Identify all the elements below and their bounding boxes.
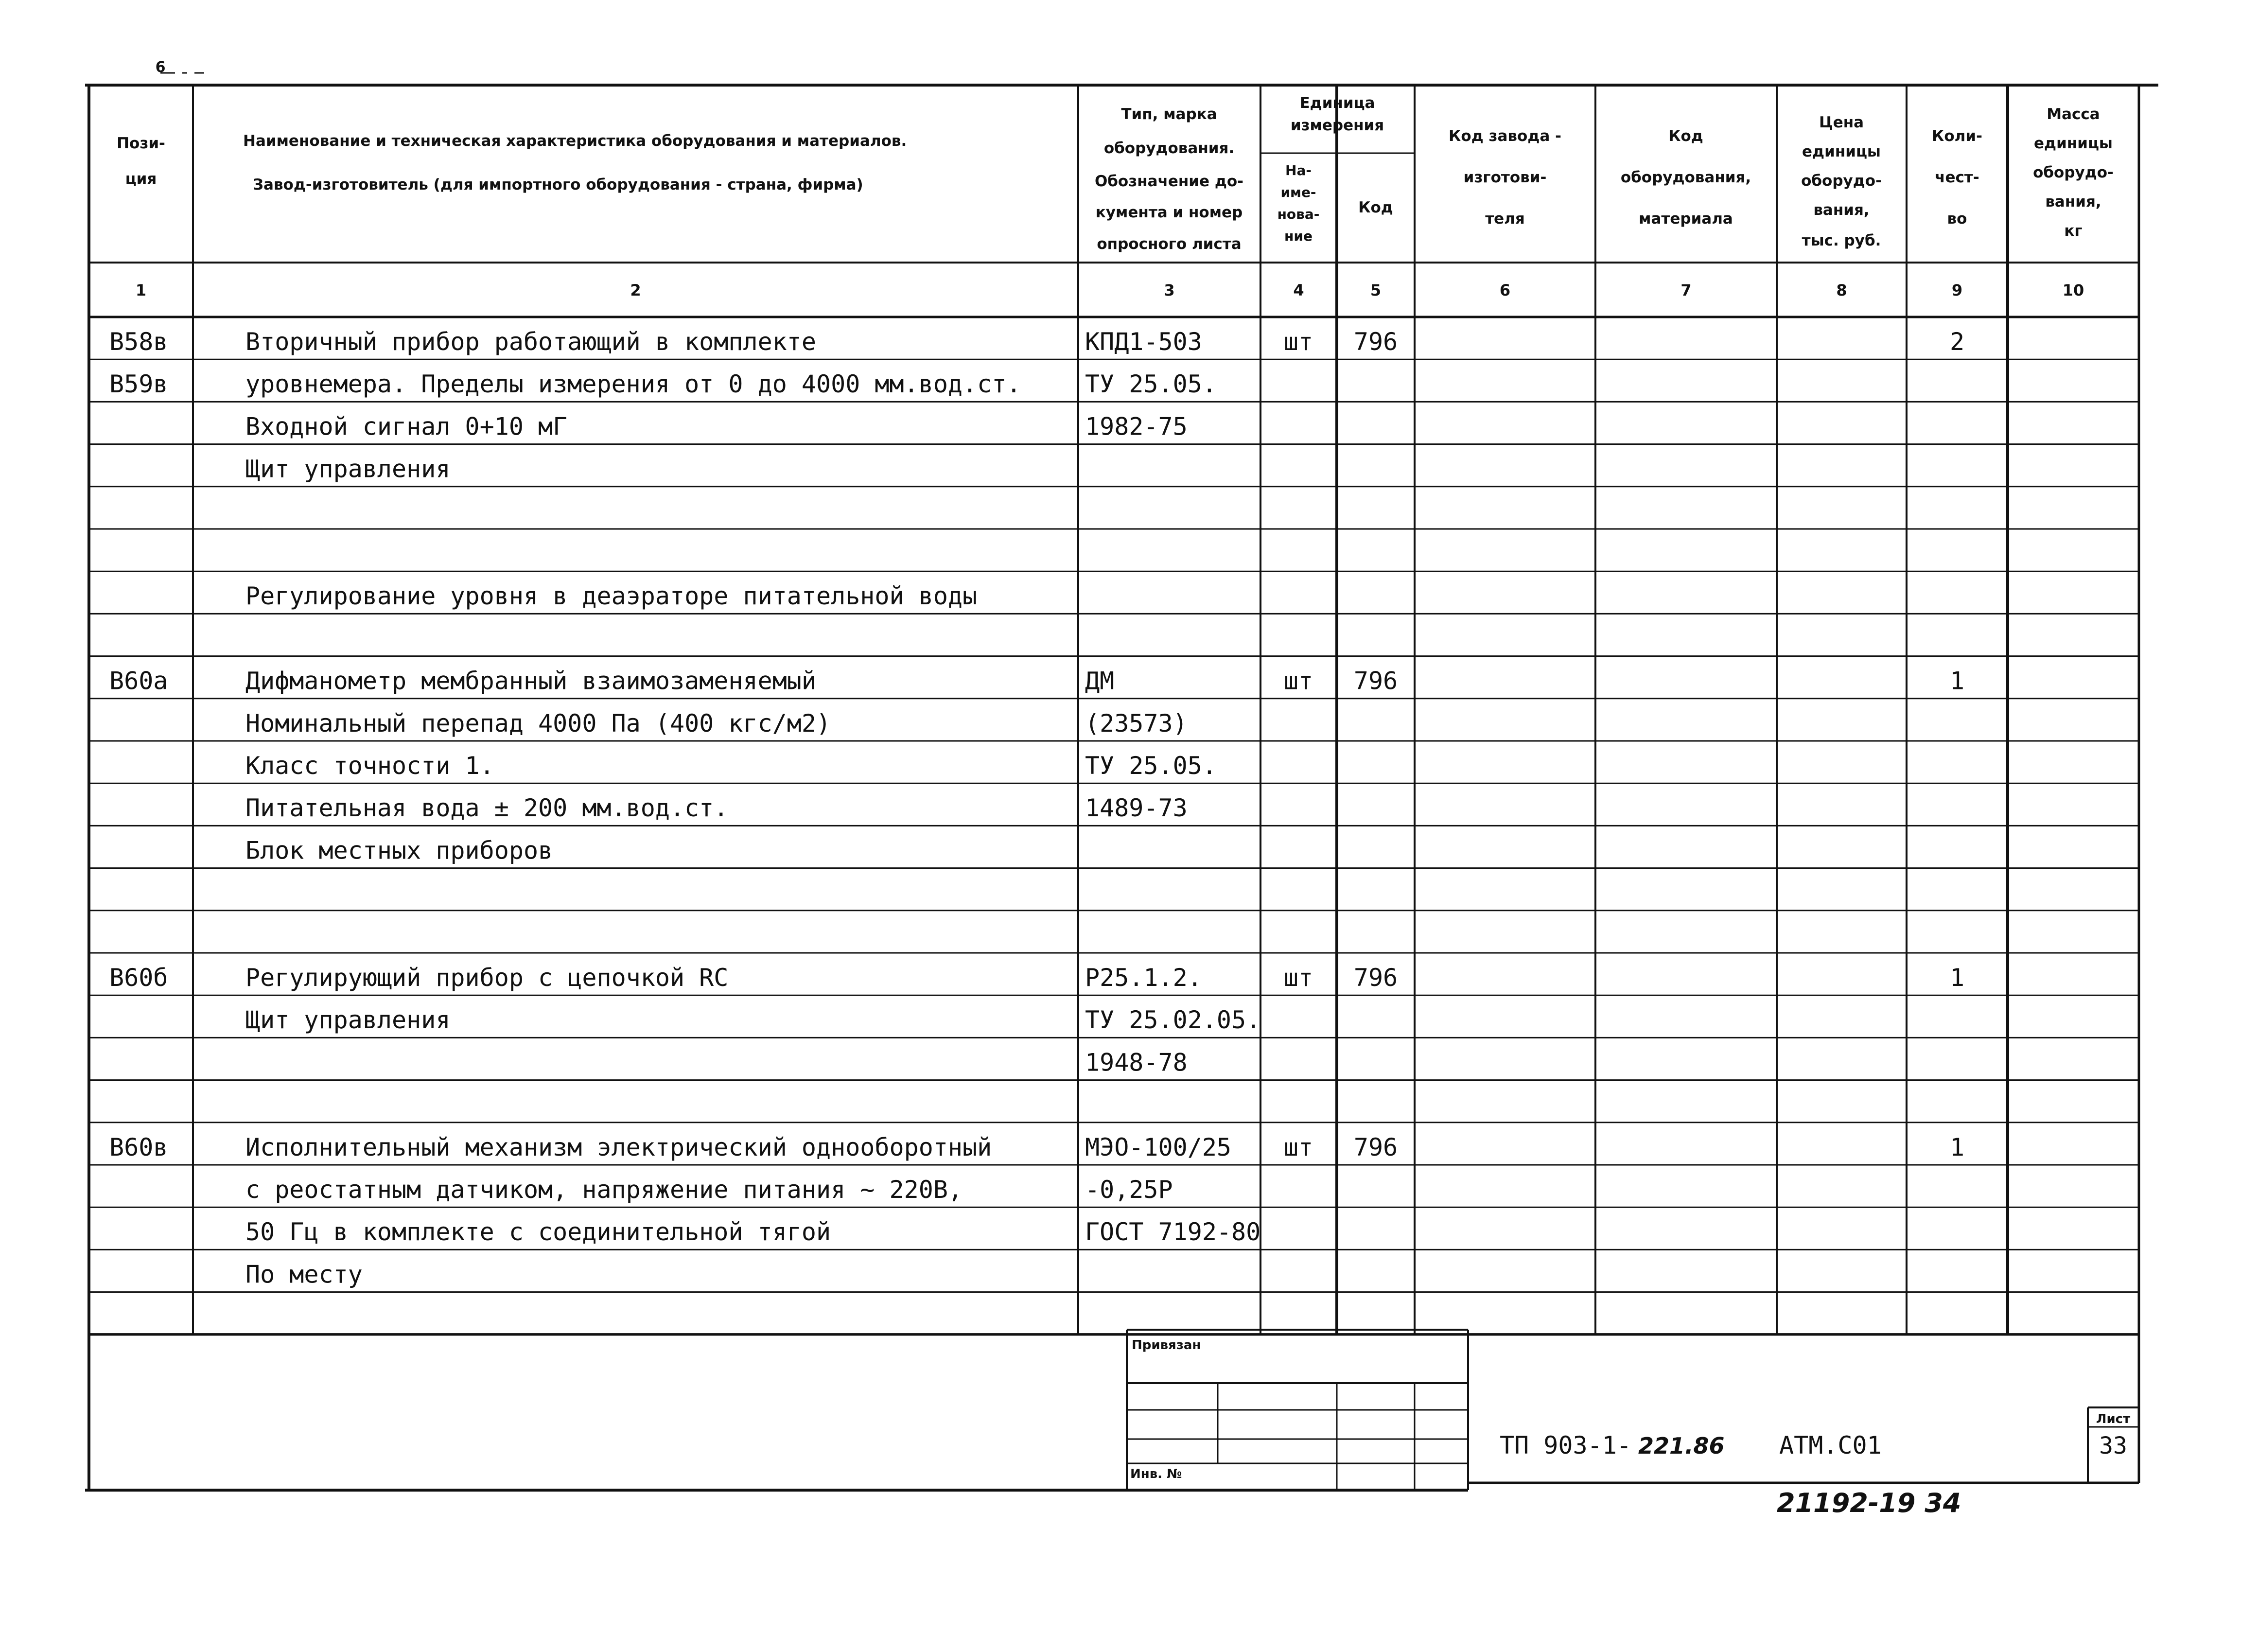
description-cell: Класс точности 1. xyxy=(245,752,494,780)
column-number-5: 5 xyxy=(1370,281,1382,299)
header-equipment-code: оборудования, xyxy=(1620,169,1751,186)
header-mass: оборудо- xyxy=(2033,164,2114,181)
table-grid xyxy=(85,73,2158,1490)
header-quantity: Коли- xyxy=(1932,127,1982,145)
type-cell: 1948-78 xyxy=(1085,1048,1188,1077)
position-cell: В60б xyxy=(109,964,168,992)
description-cell: Вторичный прибор работающий в комплекте xyxy=(245,328,816,356)
type-cell: МЭО-100/25 xyxy=(1085,1133,1232,1161)
column-number-9: 9 xyxy=(1951,281,1963,299)
type-cell: 1982-75 xyxy=(1085,412,1188,441)
header-position: Пози- xyxy=(117,135,165,152)
attached-label: Привязан xyxy=(1132,1338,1201,1353)
description-cell: Регулирование уровня в деаэраторе питательной воды xyxy=(245,582,978,611)
header-unit-name: име- xyxy=(1280,184,1316,200)
header-equipment-code: Код xyxy=(1668,127,1703,145)
inventory-label: Инв. № xyxy=(1130,1467,1182,1481)
header-type: опросного листа xyxy=(1097,235,1242,253)
unit-code-cell: 796 xyxy=(1353,328,1398,356)
header-manufacturer-code: Код завода - xyxy=(1449,127,1561,145)
header-name: Завод-изготовитель (для импортного оборудования - страна, фирма) xyxy=(253,176,863,193)
column-number-7: 7 xyxy=(1680,281,1692,299)
header-unit-name: На- xyxy=(1285,162,1312,178)
header-price: Цена xyxy=(1819,114,1864,131)
header-price: вания, xyxy=(1813,201,1870,219)
quantity-cell: 2 xyxy=(1949,328,1965,356)
header-unit: Единица xyxy=(1299,94,1375,112)
description-cell: с реостатным датчиком, напряжение питания ~ 220В, xyxy=(245,1176,963,1204)
header-mass: вания, xyxy=(2045,193,2101,211)
header-type: оборудования. xyxy=(1103,140,1235,157)
sheet-label: Лист xyxy=(2096,1412,2131,1426)
position-cell: В60в xyxy=(109,1133,168,1161)
header-quantity: чест- xyxy=(1935,169,1979,186)
header-unit: измерения xyxy=(1290,117,1384,134)
type-cell: ДМ xyxy=(1085,667,1115,695)
type-cell: -0,25Р xyxy=(1085,1176,1173,1204)
description-cell: Блок местных приборов xyxy=(245,836,553,865)
unit-cell: шт xyxy=(1283,667,1313,695)
description-cell: уровнемера. Пределы измерения от 0 до 4000 мм.вод.ст. xyxy=(245,370,1021,399)
position-cell: В60а xyxy=(109,667,168,695)
header-mass: кг xyxy=(2064,222,2083,240)
header-mass: Масса xyxy=(2047,105,2100,123)
quantity-cell: 1 xyxy=(1949,964,1965,992)
type-cell: ГОСТ 7192-80 xyxy=(1085,1218,1261,1247)
column-number-6: 6 xyxy=(1499,281,1511,299)
quantity-cell: 1 xyxy=(1949,667,1965,695)
header-mass: единицы xyxy=(2034,135,2113,152)
header-unit-name: нова- xyxy=(1277,206,1320,222)
header-name: Наименование и техническая характеристика оборудования и материалов. xyxy=(243,132,907,150)
header-price: тыс. руб. xyxy=(1802,232,1881,249)
document-number-handwritten: 221.86 xyxy=(1638,1433,1725,1459)
position-cell: В59в xyxy=(109,370,168,399)
unit-cell: шт xyxy=(1283,964,1313,992)
description-cell: Щит управления xyxy=(245,455,451,483)
unit-code-cell: 796 xyxy=(1353,667,1398,695)
header-unit-name: ние xyxy=(1284,228,1313,244)
header-type: кумента и номер xyxy=(1095,204,1243,221)
type-cell: ТУ 25.05. xyxy=(1085,752,1217,780)
description-cell: По месту xyxy=(245,1260,363,1289)
unit-cell: шт xyxy=(1283,1133,1313,1161)
description-cell: 50 Гц в комплекте с соединительной тягой xyxy=(245,1218,831,1247)
description-cell: Щит управления xyxy=(245,1006,451,1035)
sheet-number: 33 xyxy=(2099,1432,2127,1459)
type-cell: ТУ 25.05. xyxy=(1085,370,1217,399)
type-cell: Р25.1.2. xyxy=(1085,964,1202,992)
quantity-cell: 1 xyxy=(1949,1133,1965,1161)
archive-number: 21192-19 34 xyxy=(1777,1488,1961,1518)
page-mark: 6 xyxy=(155,59,166,76)
header-equipment-code: материала xyxy=(1639,210,1733,228)
type-cell: ТУ 25.02.05. xyxy=(1085,1006,1261,1035)
column-number-8: 8 xyxy=(1836,281,1847,299)
header-quantity: во xyxy=(1947,210,1967,228)
column-number-2: 2 xyxy=(630,281,641,299)
description-cell: Исполнительный механизм электрический однооборотный xyxy=(245,1133,992,1161)
unit-cell: шт xyxy=(1283,328,1313,356)
header-position: ция xyxy=(125,170,157,188)
description-cell: Входной сигнал 0+10 мГ xyxy=(245,412,568,441)
header-type: Тип, марка xyxy=(1121,105,1217,123)
header-type: Обозначение до- xyxy=(1094,173,1244,190)
position-cell: В58в xyxy=(109,328,168,356)
type-cell: (23573) xyxy=(1085,709,1188,738)
description-cell: Дифманометр мембранный взаимозаменяемый xyxy=(245,667,816,695)
description-cell: Регулирующий прибор с цепочкой RC xyxy=(245,964,729,992)
header-unit-code: Код xyxy=(1358,199,1393,216)
type-cell: КПД1-503 xyxy=(1085,328,1202,356)
description-cell: Номинальный перепад 4000 Па (400 кгс/м2) xyxy=(245,709,831,738)
header-manufacturer-code: теля xyxy=(1485,210,1525,228)
unit-code-cell: 796 xyxy=(1353,964,1398,992)
column-number-3: 3 xyxy=(1164,281,1175,299)
document-number: ТП 903-1- xyxy=(1500,1431,1631,1459)
description-cell: Питательная вода ± 200 мм.вод.ст. xyxy=(245,794,729,823)
column-number-4: 4 xyxy=(1293,281,1304,299)
header-price: единицы xyxy=(1802,143,1881,160)
header-price: оборудо- xyxy=(1801,172,1882,190)
document-code: АТМ.С01 xyxy=(1779,1431,1882,1459)
header-manufacturer-code: изготови- xyxy=(1463,169,1547,186)
column-number-10: 10 xyxy=(2062,281,2084,299)
column-number-1: 1 xyxy=(135,281,147,299)
type-cell: 1489-73 xyxy=(1085,794,1188,823)
unit-code-cell: 796 xyxy=(1353,1133,1398,1161)
